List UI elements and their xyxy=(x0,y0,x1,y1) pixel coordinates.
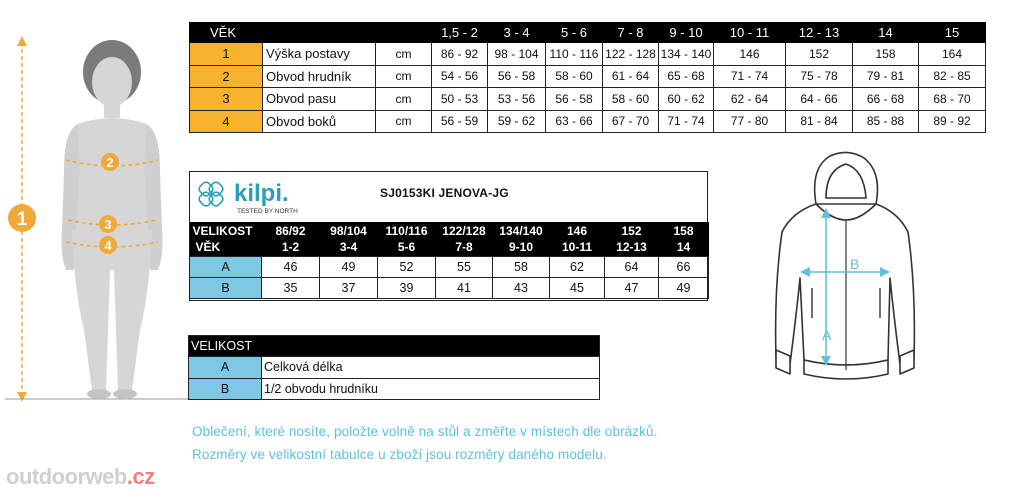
legend-header: VELIKOST xyxy=(189,336,600,357)
cell-value: 60 - 62 xyxy=(659,88,714,111)
cell-value: 43 xyxy=(493,277,550,298)
cell-value: 56 - 58 xyxy=(546,88,603,111)
row-number: 4 xyxy=(190,110,263,133)
marker-1-label: 1 xyxy=(16,209,28,230)
cell-value: 86 - 92 xyxy=(432,43,488,66)
cell-value: 110 - 116 xyxy=(546,43,603,66)
cell-value: 56 - 59 xyxy=(432,110,488,133)
cell-value: 64 - 66 xyxy=(786,88,853,111)
kilpi-brand: kilpi. xyxy=(234,180,289,207)
legend-table xyxy=(188,335,600,400)
age-col: 5 - 6 xyxy=(546,23,603,43)
legend-text: 1/2 obvodu hrudníku xyxy=(262,378,600,400)
marker-2-label: 2 xyxy=(106,155,114,170)
row-number: 1 xyxy=(190,43,263,66)
cell-value: 58 - 60 xyxy=(546,65,603,88)
row-key: A xyxy=(190,256,262,277)
cell-value: 58 - 60 xyxy=(603,88,659,111)
table-row xyxy=(189,357,600,379)
cell-value: 79 - 81 xyxy=(853,65,919,88)
table-row xyxy=(190,65,986,88)
row-unit: cm xyxy=(376,110,432,133)
age-col: 9-10 xyxy=(493,239,550,256)
age-col: 14 xyxy=(853,23,919,43)
watermark-suffix: .cz xyxy=(126,464,155,489)
measure-a-label: A xyxy=(822,327,832,343)
table-row xyxy=(189,378,600,400)
legend-key: B xyxy=(189,378,262,400)
row-label: Obvod pasu xyxy=(263,88,376,111)
kilpi-knot-icon xyxy=(198,181,225,208)
cell-value: 122 - 128 xyxy=(603,43,659,66)
row-unit: cm xyxy=(376,65,432,88)
age-header-label: VĚK xyxy=(190,23,263,43)
size-header-label: VELIKOST xyxy=(190,222,262,239)
cell-value: 54 - 56 xyxy=(432,65,488,88)
size-col: 110/116 xyxy=(378,222,436,239)
age-col: 12 - 13 xyxy=(786,23,853,43)
cell-value: 65 - 68 xyxy=(659,65,714,88)
cell-value: 81 - 84 xyxy=(786,110,853,133)
kilpi-size-table xyxy=(189,222,709,299)
table-row xyxy=(190,277,709,298)
age-col: 14 xyxy=(659,239,709,256)
age-col: 9 - 10 xyxy=(659,23,714,43)
cell-value: 82 - 85 xyxy=(919,65,986,88)
instruction-note-2: Rozměry ve velikostní tabulce u zboží jsou rozměry daného modelu. xyxy=(192,447,607,462)
cell-value: 85 - 88 xyxy=(853,110,919,133)
size-col: 122/128 xyxy=(436,222,493,239)
cell-value: 63 - 66 xyxy=(546,110,603,133)
age-size-table xyxy=(189,22,986,133)
model-code: SJ0153KI JENOVA-JG xyxy=(380,186,509,200)
cell-value: 89 - 92 xyxy=(919,110,986,133)
jacket-measurement-diagram xyxy=(760,148,932,388)
cell-value: 158 xyxy=(853,43,919,66)
row-label: Obvod boků xyxy=(263,110,376,133)
age-col: 10 - 11 xyxy=(714,23,786,43)
cell-value: 152 xyxy=(786,43,853,66)
cell-value: 50 - 53 xyxy=(432,88,488,111)
table-row xyxy=(190,256,709,277)
row-key: B xyxy=(190,277,262,298)
age-col: 3-4 xyxy=(320,239,378,256)
measure-b-label: B xyxy=(850,256,860,272)
cell-value: 67 - 70 xyxy=(603,110,659,133)
table-row xyxy=(190,88,986,111)
cell-value: 41 xyxy=(436,277,493,298)
age-col: 5-6 xyxy=(378,239,436,256)
row-unit: cm xyxy=(376,88,432,111)
marker-3-label: 3 xyxy=(104,217,112,232)
cell-value: 47 xyxy=(605,277,659,298)
age-header-row xyxy=(190,239,709,256)
row-number: 2 xyxy=(190,65,263,88)
cell-value: 77 - 80 xyxy=(714,110,786,133)
cell-value: 59 - 62 xyxy=(488,110,546,133)
watermark xyxy=(6,464,155,490)
cell-value: 53 - 56 xyxy=(488,88,546,111)
size-col: 146 xyxy=(550,222,605,239)
instruction-note-1: Oblečení, které nosíte, položte volně na stůl a změřte v místech dle obrázků. xyxy=(192,424,658,439)
cell-value: 49 xyxy=(320,256,378,277)
cell-value: 52 xyxy=(378,256,436,277)
cell-value: 164 xyxy=(919,43,986,66)
cell-value: 39 xyxy=(378,277,436,298)
cell-value: 62 - 64 xyxy=(714,88,786,111)
kilpi-logo xyxy=(194,173,309,218)
age-col: 10-11 xyxy=(550,239,605,256)
age-col: 15 xyxy=(919,23,986,43)
age-col: 1-2 xyxy=(262,239,320,256)
size-col: 158 xyxy=(659,222,709,239)
table-row xyxy=(190,43,986,66)
cell-value: 75 - 78 xyxy=(786,65,853,88)
marker-4-label: 4 xyxy=(104,238,112,253)
cell-value: 35 xyxy=(262,277,320,298)
cell-value: 66 xyxy=(659,256,709,277)
age-col: 12-13 xyxy=(605,239,659,256)
cell-value: 62 xyxy=(550,256,605,277)
legend-text: Celková délka xyxy=(262,357,600,379)
cell-value: 71 - 74 xyxy=(714,65,786,88)
size-col: 134/140 xyxy=(493,222,550,239)
cell-value: 68 - 70 xyxy=(919,88,986,111)
cell-value: 58 xyxy=(493,256,550,277)
cell-value: 49 xyxy=(659,277,709,298)
legend-header-row xyxy=(189,336,600,357)
row-unit: cm xyxy=(376,43,432,66)
age-col: 7-8 xyxy=(436,239,493,256)
row-number: 3 xyxy=(190,88,263,111)
table-row xyxy=(190,110,986,133)
cell-value: 146 xyxy=(714,43,786,66)
row-label: Obvod hrudník xyxy=(263,65,376,88)
cell-value: 134 - 140 xyxy=(659,43,714,66)
age-header-row xyxy=(190,23,986,43)
body-measurement-figure xyxy=(0,30,190,402)
cell-value: 55 xyxy=(436,256,493,277)
cell-value: 71 - 74 xyxy=(659,110,714,133)
row-label: Výška postavy xyxy=(263,43,376,66)
cell-value: 66 - 68 xyxy=(853,88,919,111)
cell-value: 56 - 58 xyxy=(488,65,546,88)
size-col: 152 xyxy=(605,222,659,239)
cell-value: 98 - 104 xyxy=(488,43,546,66)
size-header-row xyxy=(190,222,709,239)
kilpi-tagline: TESTED BY NORTH xyxy=(237,208,298,215)
legend-key: A xyxy=(189,357,262,379)
age-col: 1,5 - 2 xyxy=(432,23,488,43)
size-col: 86/92 xyxy=(262,222,320,239)
cell-value: 61 - 64 xyxy=(603,65,659,88)
age-col: 7 - 8 xyxy=(603,23,659,43)
watermark-main: outdoorweb xyxy=(6,464,127,489)
age-header-label: VĚK xyxy=(190,239,262,256)
size-col: 98/104 xyxy=(320,222,378,239)
cell-value: 64 xyxy=(605,256,659,277)
cell-value: 46 xyxy=(262,256,320,277)
age-col: 3 - 4 xyxy=(488,23,546,43)
cell-value: 45 xyxy=(550,277,605,298)
cell-value: 37 xyxy=(320,277,378,298)
